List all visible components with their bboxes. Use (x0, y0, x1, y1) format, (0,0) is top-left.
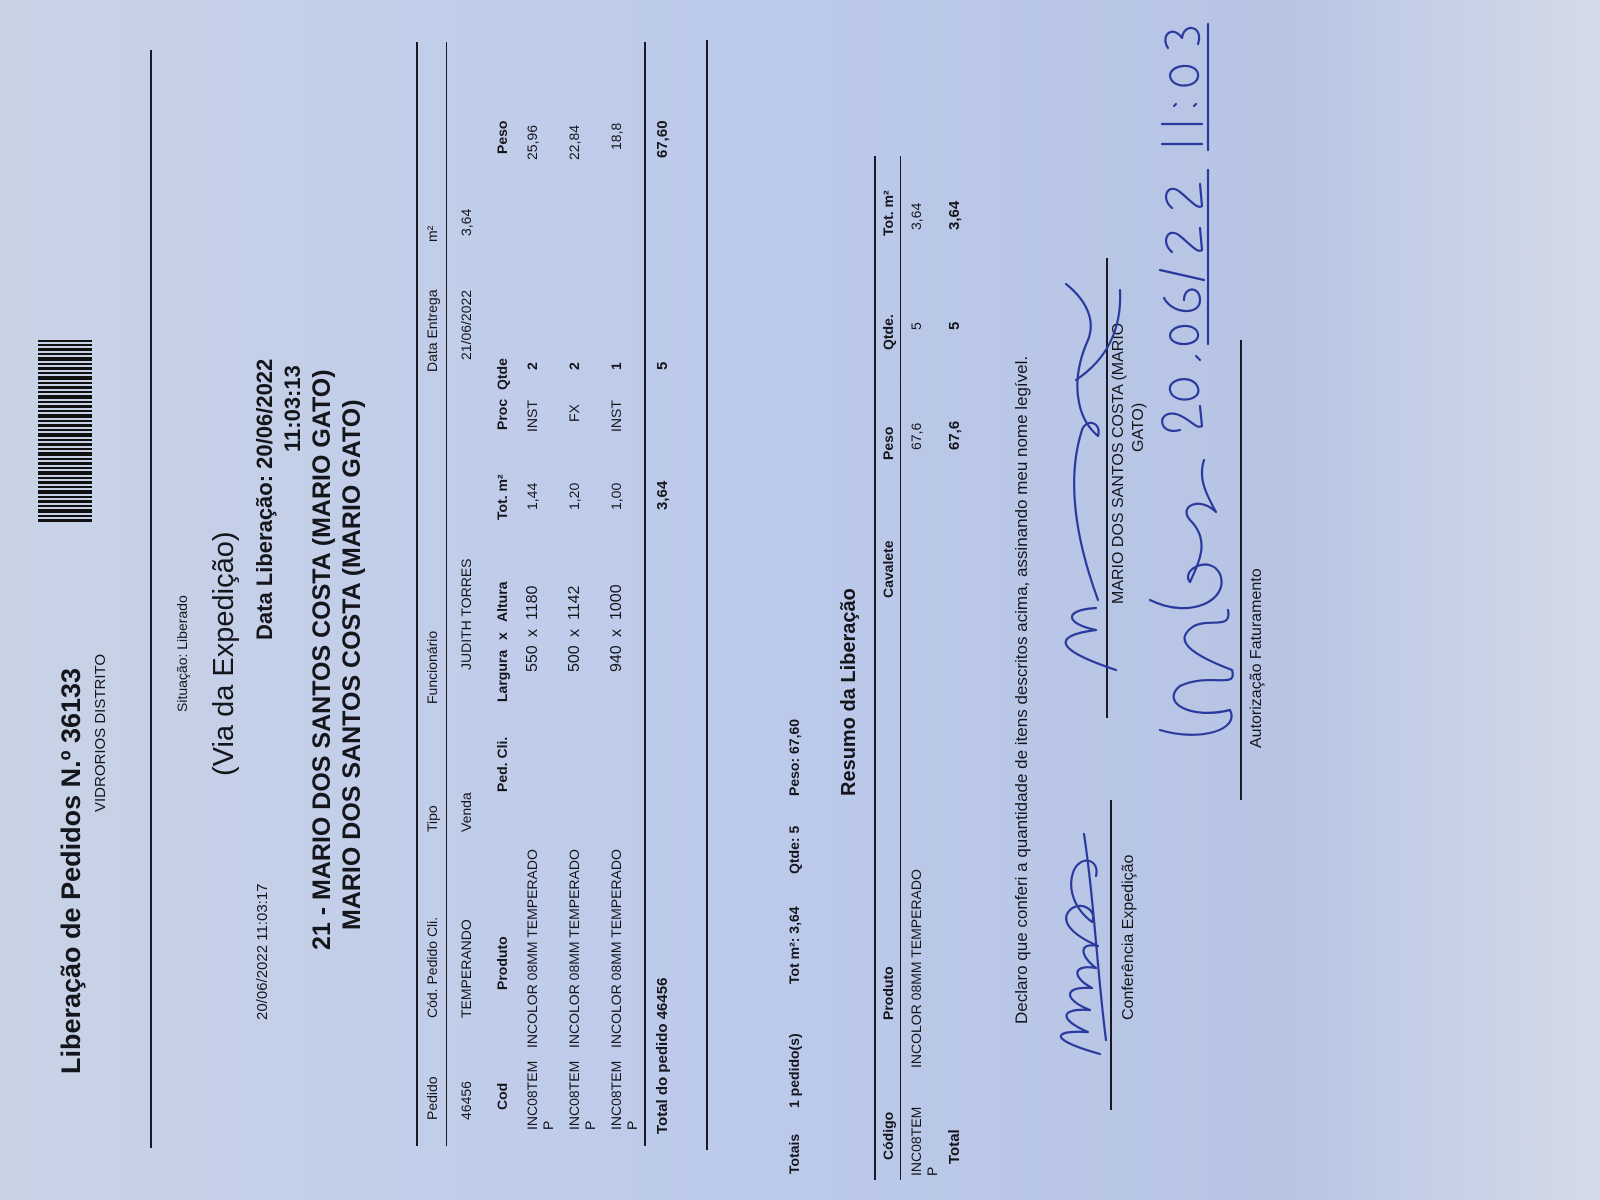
order-m2-value: 3,64 (458, 208, 474, 236)
item-largura: 550 (524, 645, 541, 672)
client-name-line1: 21 - MARIO DOS SANTOS COSTA (MARIO GATO) (308, 369, 336, 950)
order-total-peso: 67,60 (654, 120, 671, 158)
item-cod: INC08TEM (524, 1060, 540, 1130)
autorizacao-handwritten-signature (1120, 450, 1255, 750)
order-total-m2: 3,64 (654, 480, 671, 510)
item-peso: 18,8 (608, 122, 624, 150)
conferencia-handwritten-signature (1040, 820, 1115, 1060)
item-produto: INCOLOR 08MM TEMPERADO (608, 849, 624, 1048)
page-title: Liberação de Pedidos N.º 36133 (56, 667, 86, 1074)
col-data-entrega-header: Data Entrega (424, 289, 440, 372)
resumo-col-qtde: Qtde. (880, 314, 896, 350)
item-cod: INC08TEM (608, 1060, 624, 1130)
items-col-largura: Largura (494, 649, 510, 702)
item-largura: 500 (566, 645, 583, 672)
client-name-line2: MARIO DOS SANTOS COSTA (MARIO GATO) (338, 399, 366, 930)
item-tot-m2: 1,00 (608, 482, 624, 510)
cliente-handwritten-signature (1036, 260, 1131, 680)
order-total-qtde: 5 (654, 361, 671, 370)
totais-qtde: Qtde: 5 (786, 825, 802, 874)
items-col-tot-m2: Tot. m² (494, 474, 510, 520)
order-pedido-value: 46456 (458, 1081, 474, 1120)
items-col-ped-cli: Ped. Cli. (494, 736, 510, 792)
item-peso: 25,96 (524, 124, 540, 160)
items-col-qtde: Qtde (494, 358, 510, 390)
col-tipo-header: Tipo (424, 805, 440, 832)
totais-pedidos: 1 pedido(s) (786, 1033, 802, 1108)
item-proc: INST (608, 400, 624, 432)
item-proc: FX (566, 404, 582, 422)
resumo-title: Resumo da Liberação (838, 588, 860, 796)
declaration-text: Declaro que conferi a quantidade de itens descritos acima, assinando meu nome legível. (1012, 355, 1031, 1024)
item-produto: INCOLOR 08MM TEMPERADO (566, 849, 582, 1048)
order-total-rule (644, 42, 646, 1146)
resumo-tot-m2: 3,64 (908, 202, 924, 230)
printed-timestamp: 20/06/2022 11:03:17 (254, 883, 271, 1020)
resumo-codigo: INC08TEM (908, 1106, 924, 1176)
order-table-top-rule (416, 42, 418, 1146)
item-tot-m2: 1,20 (566, 482, 582, 510)
col-pedido-header: Pedido (424, 1076, 440, 1120)
resumo-produto: INCOLOR 08MM TEMPERADO (908, 869, 924, 1068)
barcode (38, 340, 92, 522)
items-col-produto: Produto (494, 936, 510, 990)
via-label: (Via da Expedição) (208, 531, 240, 776)
resumo-header-rule (900, 156, 901, 1180)
totais-label: Totais (786, 1133, 802, 1174)
order-cod-pedido-cli-value: TEMPERANDO (458, 919, 474, 1018)
item-qtde: 2 (524, 362, 540, 370)
resumo-col-peso: Peso (880, 426, 896, 460)
col-cod-pedido-cli-header: Cód. Pedido Cli. (424, 916, 440, 1018)
item-qtde: 1 (608, 362, 624, 370)
resumo-total-qtde: 5 (946, 321, 963, 330)
order-total-label: Total do pedido 46456 (654, 977, 671, 1134)
situacao-status: Situação: Liberado (174, 595, 190, 712)
resumo-top-rule (874, 156, 876, 1180)
order-section-bottom-rule (706, 40, 708, 1150)
item-peso: 22,84 (566, 124, 582, 160)
items-col-peso: Peso (494, 120, 510, 154)
items-col-altura: Altura (494, 581, 510, 622)
col-funcionario-header: Funcionário (424, 630, 440, 704)
items-col-cod: Cod (494, 1082, 510, 1110)
item-tot-m2: 1,44 (524, 482, 540, 510)
item-altura: 1180 (524, 585, 541, 620)
resumo-col-codigo: Código (880, 1111, 896, 1160)
data-liberacao-time: 11:03:13 (280, 365, 305, 452)
item-largura: 940 (608, 645, 625, 672)
cliente-signature-name-line2: GATO) (1130, 402, 1147, 452)
item-produto: INCOLOR 08MM TEMPERADO (524, 849, 540, 1048)
items-col-x: x (494, 632, 510, 640)
item-altura: 1142 (566, 585, 583, 620)
resumo-peso: 67,6 (908, 422, 924, 450)
resumo-total-label: Total (946, 1129, 963, 1164)
item-x: x (608, 629, 625, 637)
resumo-col-produto: Produto (880, 966, 896, 1020)
data-liberacao: Data Liberação: 20/06/2022 (252, 358, 277, 640)
order-header-rule (446, 42, 447, 1146)
resumo-col-tot-m2: Tot. m² (880, 190, 896, 236)
resumo-total-tot-m2: 3,64 (946, 200, 963, 230)
barcode-graphic (38, 340, 92, 522)
item-x: x (566, 629, 583, 637)
resumo-codigo-suffix: P (924, 1166, 940, 1176)
item-altura: 1000 (608, 584, 625, 620)
item-cod-suffix: P (624, 1120, 640, 1130)
item-qtde: 2 (566, 362, 582, 370)
resumo-qtde: 5 (908, 322, 924, 330)
totais-peso: Peso: 67,60 (786, 718, 802, 796)
item-cod: INC08TEM (566, 1060, 582, 1130)
col-m2-header: m² (424, 225, 440, 242)
order-tipo-value: Venda (458, 792, 474, 832)
cliente-signature-name-line1: MARIO DOS SANTOS COSTA (MARIO (1110, 322, 1127, 604)
header-divider (150, 50, 152, 1148)
resumo-total-peso: 67,6 (946, 420, 963, 450)
resumo-col-cavalete: Cavalete (880, 540, 896, 598)
items-col-proc: Proc (494, 398, 510, 430)
order-funcionario-value: JUDITH TORRES (458, 558, 474, 670)
order-data-entrega-value: 21/06/2022 (458, 289, 474, 360)
handwritten-date (1150, 20, 1215, 440)
item-x: x (524, 629, 541, 637)
totais-tot-m2: Tot m²: 3,64 (786, 906, 802, 984)
company-name: VIDRORIOS DISTRITO (92, 653, 109, 812)
autorizacao-label: Autorização Faturamento (1248, 568, 1265, 748)
item-cod-suffix: P (582, 1120, 598, 1130)
item-proc: INST (524, 400, 540, 432)
item-cod-suffix: P (540, 1120, 556, 1130)
conferencia-label: Conferência Expedição (1120, 854, 1137, 1020)
